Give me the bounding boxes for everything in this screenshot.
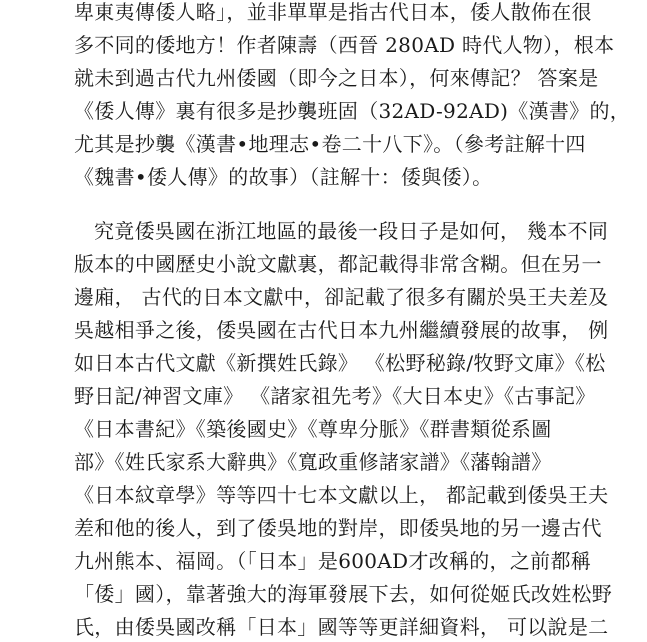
text-line: 「倭」國），靠著強大的海軍發展下去，如何從姬氏改姓松野 [74,582,613,606]
text-line: 究竟倭吳國在浙江地區的最後一段日子是如何， 幾本不同 [94,219,609,243]
text-line: 九州熊本、福岡。（「日本」是600AD才改稱的，之前都稱 [74,549,592,573]
text-line: 《日本書紀》《築後國史》《尊卑分脈》《群書類從系圖 [74,417,552,441]
text-line: 就未到過古代九州倭國（即今之日本），何來傳記？ 答案是 [74,66,599,90]
text-line: 差和他的後人，到了倭吳地的對岸，即倭吳地的另一邊古代 [74,516,602,540]
text-line: 吳越相爭之後，倭吳國在古代日本九州繼續發展的故事， 例 [74,318,609,342]
text-line: 《日本紋章學》等等四十七本文獻以上， 都記載到倭吳王夫 [74,483,609,507]
text-line: 卑東夷傳倭人略」，並非單單是指古代日本，倭人散佈在很 [74,0,592,24]
text-line: 氏，由倭吳國改稱「日本」國等等更詳細資料， 可以說是二 [74,615,609,639]
text-line: 邊廂， 古代的日本文獻中，卻記載了很多有關於吳王夫差及 [74,285,609,309]
paragraph-1 [74,0,631,194]
text-line: 版本的中國歷史小說文獻裏，都記載得非常含糊。但在另一 [74,252,602,276]
text-line: 《魏書•倭人傳》的故事）（註解十：倭與倭）。 [74,165,493,189]
paragraph-2 [74,215,613,642]
text-line: 部》《姓氏家系大辭典》《寬政重修諸家譜》《藩翰譜》 [74,450,552,474]
text-line: 多不同的倭地方！作者陳壽（西晉 280AD 時代人物），根本 [74,33,615,57]
text-line: 《倭人傳》裏有很多是抄襲班固（32AD-92AD)《漢書》的， [74,99,631,123]
text-line: 野日記/神習文庫》 《諸家祖先考》《大日本史》《古事記》 [74,384,596,408]
text-line: 尤其是抄襲《漢書•地理志•卷二十八下》。（參考註解十四 [74,132,586,156]
text-line: 如日本古代文獻《新撰姓氏錄》 《松野秘錄/牧野文庫》《松 [74,351,606,375]
